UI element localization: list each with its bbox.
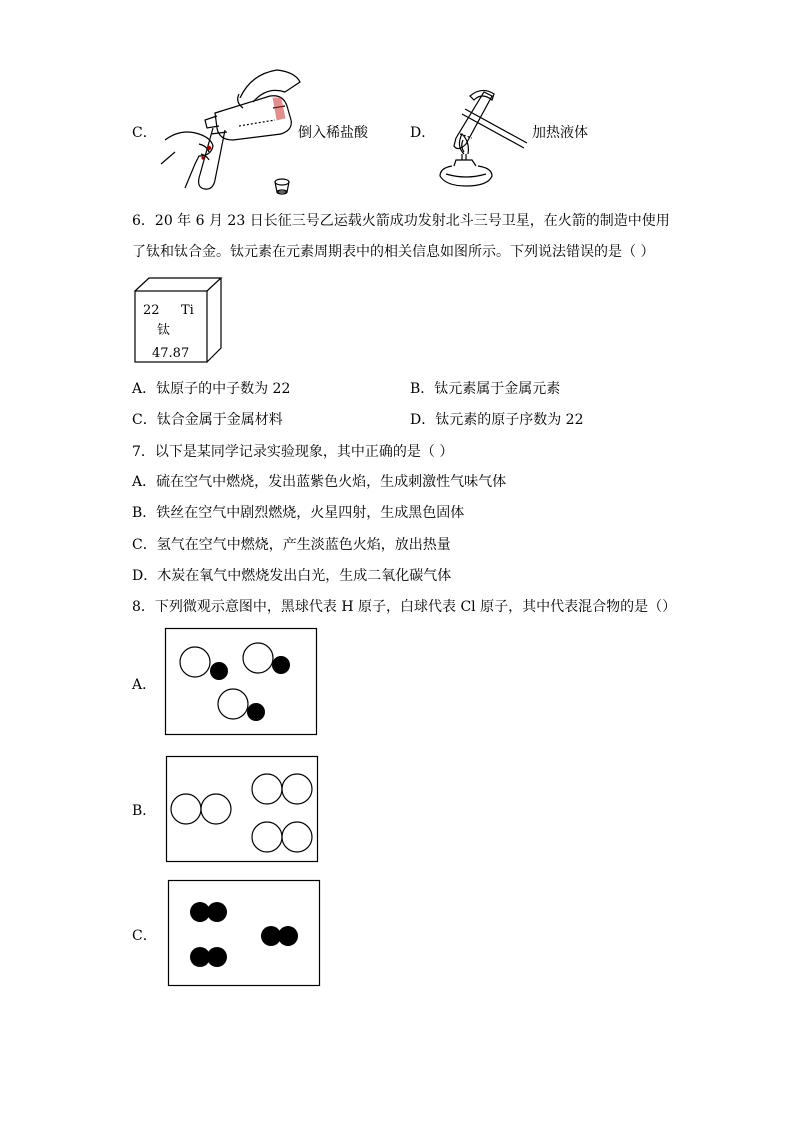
- q6-option-c[interactable]: C．钛合金属于金属材料: [132, 412, 283, 428]
- q7-option-b[interactable]: B．铁丝在空气中剧烈燃烧，火星四射，生成黑色固体: [132, 505, 465, 521]
- cl-atom: [252, 774, 282, 804]
- q8-diagram-a[interactable]: [165, 628, 317, 735]
- q8-diagram-b[interactable]: [166, 756, 318, 862]
- q7-option-c[interactable]: C．氢气在空气中燃烧，产生淡蓝色火焰，放出热量: [132, 537, 451, 553]
- q5-option-d-caption: 加热液体: [532, 125, 588, 141]
- q7-option-a[interactable]: A．硫在空气中燃烧，发出蓝紫色火焰，生成刺激性气味气体: [132, 474, 507, 490]
- cl-atom: [282, 774, 312, 804]
- cl-atom: [180, 647, 210, 677]
- cl-atom: [282, 822, 312, 852]
- h-atom: [210, 662, 228, 680]
- q6-option-d[interactable]: D．钛元素的原子序数为 22: [410, 412, 584, 428]
- h-atom: [207, 947, 227, 967]
- q6-stem-line-2: 了钛和钛合金。钛元素在元素周期表中的相关信息如图所示。下列说法错误的是（ ）: [132, 244, 655, 260]
- h-atom: [272, 656, 290, 674]
- q8-option-a-label[interactable]: A．: [132, 677, 157, 693]
- cl-atom: [201, 794, 231, 824]
- q6-option-b[interactable]: B．钛元素属于金属元素: [410, 381, 561, 397]
- q7-stem: 7．以下是某同学记录实验现象，其中正确的是（ ）: [132, 444, 454, 460]
- q6-option-a[interactable]: A．钛原子的中子数为 22: [132, 381, 291, 397]
- q8-stem: 8．下列微观示意图中，黑球代表 H 原子，白球代表 Cl 原子，其中代表混合物的是（）: [132, 599, 677, 615]
- element-symbol: Ti: [181, 303, 194, 318]
- cl-atom: [252, 822, 282, 852]
- q7-option-d[interactable]: D．木炭在氧气中燃烧发出白光，生成二氧化碳气体: [132, 568, 452, 584]
- h-atom: [278, 926, 298, 946]
- heat-liquid-illustration: [432, 76, 532, 186]
- q5-option-d-letter: D．: [410, 125, 436, 141]
- cl-atom: [243, 643, 273, 673]
- pour-acid-illustration: [155, 68, 305, 198]
- element-atomic-number: 22: [143, 303, 160, 318]
- q8-option-b-label[interactable]: B．: [132, 803, 157, 819]
- cl-atom: [171, 794, 201, 824]
- q5-option-c-letter: C．: [132, 125, 157, 141]
- q5-option-c-caption: 倒入稀盐酸: [298, 125, 368, 141]
- cl-atom: [218, 689, 248, 719]
- h-atom: [207, 902, 227, 922]
- q8-diagram-c[interactable]: [168, 880, 320, 986]
- q6-stem-line-1: 6．20 年 6 月 23 日长征三号乙运载火箭成功发射北斗三号卫星，在火箭的制造中使用: [132, 213, 670, 229]
- element-name: 钛: [157, 323, 171, 338]
- q8-option-c-label[interactable]: C．: [132, 928, 157, 944]
- h-atom: [247, 703, 265, 721]
- element-atomic-mass: 47.87: [152, 346, 190, 361]
